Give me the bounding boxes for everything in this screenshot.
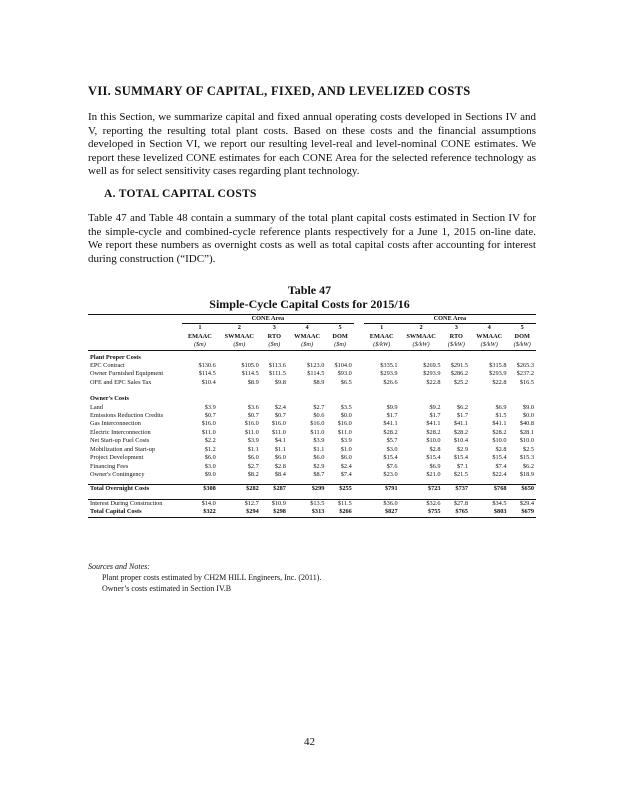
cost-millions-cell: $0.6	[313, 412, 325, 420]
table-row	[88, 404, 536, 412]
cost-millions-cell: $12.7	[218, 499, 261, 508]
cost-millions-cell: $3.9	[340, 437, 352, 445]
col-number: 3	[272, 324, 276, 332]
cost-per-kw-cell: $22.4	[492, 470, 507, 478]
cost-per-kw-cell: $791	[364, 485, 400, 494]
cost-per-kw-cell: $803	[470, 508, 508, 517]
unit-label: ($/kW)	[508, 341, 536, 350]
cost-per-kw-cell: $40.8	[519, 420, 534, 428]
cost-per-kw-cell: $41.1	[426, 420, 441, 428]
cost-millions-cell: $11.5	[326, 499, 353, 508]
cost-per-kw-cell: $10.0	[426, 437, 441, 445]
cost-per-kw-cell: $7.6	[386, 462, 398, 470]
cost-millions-cell: $11.0	[201, 428, 216, 436]
cost-millions-cell: $1.1	[247, 445, 259, 453]
cost-millions-cell: $2.8	[274, 462, 286, 470]
col-number: 1	[198, 324, 202, 332]
row-label: Emissions Reduction Credits	[90, 412, 164, 420]
section-row	[88, 350, 536, 362]
cost-millions-cell: $287	[261, 485, 288, 494]
subsection-title: A. TOTAL CAPITAL COSTS	[104, 188, 257, 200]
cost-per-kw-cell: $0.0	[522, 412, 534, 420]
cost-millions-cell: $2.7	[313, 403, 325, 411]
cost-millions-cell: $3.9	[247, 437, 259, 445]
cost-millions-cell: $3.9	[313, 437, 325, 445]
cost-per-kw-cell: $9.2	[429, 403, 441, 411]
cost-millions-cell: $7.4	[340, 470, 352, 478]
capital-costs-table	[88, 314, 536, 518]
col-number: 5	[520, 324, 524, 332]
cost-per-kw-cell: $21.0	[426, 470, 441, 478]
cost-millions-cell: $2.4	[274, 403, 286, 411]
cost-millions-cell: $0.7	[247, 412, 259, 420]
table-row	[88, 508, 536, 517]
cost-millions-cell: $16.0	[310, 420, 325, 428]
cost-per-kw-cell: $18.9	[519, 470, 534, 478]
unit-label: ($m)	[288, 341, 326, 350]
cost-millions-cell: $6.0	[274, 454, 286, 462]
row-label: Land	[90, 403, 103, 411]
cost-millions-cell: $298	[261, 508, 288, 517]
cost-millions-cell: $11.0	[310, 428, 325, 436]
table-number: Table 47	[287, 283, 332, 297]
gap-cell	[354, 404, 364, 412]
cost-per-kw-cell: $2.8	[429, 445, 441, 453]
col-name: DOM	[514, 332, 530, 340]
col-name: EMAAC	[369, 332, 394, 340]
cost-per-kw-cell: $1.7	[429, 412, 441, 420]
cost-millions-cell: $2.2	[204, 437, 216, 445]
cost-per-kw-cell: $3.0	[386, 445, 398, 453]
cost-millions-cell: $9.8	[274, 378, 286, 386]
cost-millions-cell: $93.0	[337, 370, 352, 378]
cost-per-kw-cell: $2.5	[522, 445, 534, 453]
cost-per-kw-cell: $1.7	[386, 412, 398, 420]
cost-per-kw-cell: $10.4	[453, 437, 469, 445]
cost-per-kw-cell: $765	[443, 508, 470, 517]
section-label: Plant Proper Costs	[90, 353, 141, 361]
cost-per-kw-cell: $28.2	[453, 428, 469, 436]
cost-per-kw-cell: $28.2	[383, 428, 398, 436]
gap-cell	[354, 412, 364, 420]
col-number: 4	[305, 324, 309, 332]
cost-per-kw-cell: $6.9	[429, 462, 441, 470]
gap-cell	[354, 429, 364, 437]
gap-cell	[354, 437, 364, 445]
cost-per-kw-cell: $265.3	[516, 362, 534, 370]
cost-per-kw-cell: $737	[443, 485, 470, 494]
cost-millions-cell: $2.7	[247, 462, 259, 470]
cost-millions-cell: $10.9	[261, 499, 288, 508]
cost-millions-cell: $16.0	[201, 420, 216, 428]
cost-per-kw-cell: $28.1	[519, 428, 534, 436]
cost-millions-cell: $3.9	[204, 403, 216, 411]
cost-millions-cell: $282	[218, 485, 261, 494]
cost-millions-cell: $255	[326, 485, 353, 494]
cost-per-kw-cell: $827	[364, 508, 400, 517]
cost-millions-cell: $1.0	[340, 445, 352, 453]
col-name: SWMAAC	[406, 332, 436, 340]
table-corner	[88, 315, 182, 324]
cost-per-kw-cell: $15.4	[426, 454, 441, 462]
cost-millions-cell: $2.9	[313, 462, 325, 470]
table-row	[88, 429, 536, 437]
row-label: OFE and EPC Sales Tax	[90, 378, 152, 386]
unit-label: ($/kW)	[470, 341, 508, 350]
table-row	[88, 454, 536, 462]
cost-per-kw-cell: $1.5	[495, 412, 507, 420]
unit-label: ($/kW)	[364, 341, 400, 350]
cost-millions-cell: $294	[218, 508, 261, 517]
row-label: Total Capital Costs	[88, 508, 182, 517]
page-number: 42	[304, 736, 315, 748]
col-number: 2	[419, 324, 423, 332]
cost-millions-cell: $0.7	[274, 412, 286, 420]
cost-per-kw-cell: $15.4	[383, 454, 398, 462]
table-row	[88, 471, 536, 479]
cost-millions-cell: $6.0	[247, 454, 259, 462]
cost-per-kw-cell: $6.2	[522, 462, 534, 470]
col-name: RTO	[267, 332, 281, 340]
cost-per-kw-cell: $1.7	[456, 412, 469, 420]
table-row	[88, 362, 536, 370]
cost-millions-cell: $6.5	[340, 378, 352, 386]
cost-millions-cell: $11.0	[337, 428, 352, 436]
gap-cell	[354, 463, 364, 471]
table-caption: Simple-Cycle Capital Costs for 2015/16	[209, 297, 410, 311]
cost-millions-cell: $11.0	[271, 428, 286, 436]
cost-millions-cell: $266	[326, 508, 353, 517]
cost-millions-cell: $6.0	[313, 454, 325, 462]
cost-millions-cell: $114.5	[307, 370, 325, 378]
cost-millions-cell: $8.4	[274, 470, 286, 478]
cost-per-kw-cell: $27.8	[443, 499, 470, 508]
cost-per-kw-cell: $2.8	[495, 445, 507, 453]
cost-per-kw-cell: $9.9	[386, 403, 398, 411]
cone-area-header-right: CONE Area	[364, 315, 536, 324]
gap-cell	[354, 471, 364, 479]
col-number: 2	[237, 324, 241, 332]
col-name: SWMAAC	[224, 332, 254, 340]
unit-label: ($m)	[182, 341, 218, 350]
cost-per-kw-cell: $650	[508, 485, 536, 494]
cost-millions-cell: $322	[182, 508, 218, 517]
cost-per-kw-cell: $16.5	[519, 378, 534, 386]
cost-per-kw-cell: $315.8	[489, 362, 507, 370]
cost-per-kw-cell: $7.4	[495, 462, 507, 470]
gap-cell	[354, 370, 364, 378]
cost-millions-cell: $11.0	[244, 428, 259, 436]
unit-label: ($m)	[261, 341, 288, 350]
col-name: EMAAC	[187, 332, 212, 340]
cost-millions-cell: $308	[182, 485, 218, 494]
cost-millions-cell: $4.1	[274, 437, 286, 445]
cost-per-kw-cell: $293.9	[423, 370, 441, 378]
cost-per-kw-cell: $9.0	[522, 403, 534, 411]
col-name: WMAAC	[294, 332, 321, 340]
row-label: Mobilization and Start-up	[90, 445, 156, 453]
row-label: Financing Fees	[90, 462, 129, 470]
gap-cell	[354, 420, 364, 428]
col-name: WMAAC	[476, 332, 503, 340]
cost-per-kw-cell: $21.5	[453, 470, 469, 478]
table-row	[88, 499, 536, 508]
cost-per-kw-cell: $679	[508, 508, 536, 517]
cost-millions-cell: $9.0	[204, 470, 216, 478]
row-label: EPC Contract	[90, 362, 125, 370]
col-number: 5	[338, 324, 342, 332]
cost-millions-cell: $16.0	[271, 420, 286, 428]
cost-millions-cell: $16.0	[244, 420, 259, 428]
cost-per-kw-cell: $2.9	[456, 445, 469, 453]
cost-per-kw-cell: $28.2	[426, 428, 441, 436]
cost-per-kw-cell: $41.1	[492, 420, 507, 428]
col-number: 3	[454, 324, 458, 332]
cost-millions-cell: $130.6	[198, 362, 216, 370]
table-row	[88, 420, 536, 428]
table-row	[88, 485, 536, 494]
gap-cell	[354, 379, 364, 387]
row-label: Net Start-up Fuel Costs	[90, 437, 150, 445]
gap-cell	[354, 362, 364, 370]
source-note: Plant proper costs estimated by CH2M HILL Engineers, Inc. (2011).	[102, 573, 322, 582]
unit-label: ($/kW)	[400, 341, 443, 350]
cost-per-kw-cell: $36.0	[364, 499, 400, 508]
section-intro-paragraph: In this Section, we summarize capital and fixed annual operating costs developed in Sections IV and V, reporting the resulting total plant costs. Based on these costs and the financial assumptions developed in Section VI, we report our resulting level-real and level-nominal CONE estimates. We report these levelized CONE estimates for each CONE Area for the selected reference technology as well as for select sensitivity cases regarding plant technology.	[88, 111, 536, 178]
unit-label: ($m)	[326, 341, 353, 350]
cost-per-kw-cell: $768	[470, 485, 508, 494]
cost-millions-cell: $104.0	[334, 362, 352, 370]
cost-millions-cell: $0.7	[204, 412, 216, 420]
unit-label: ($/kW)	[443, 341, 470, 350]
cost-per-kw-cell: $15.4	[453, 454, 469, 462]
row-label: Owner Furnished Equipment	[90, 370, 164, 378]
cost-millions-cell: $8.9	[313, 378, 325, 386]
cost-millions-cell: $3.5	[340, 403, 352, 411]
gap-cell	[354, 454, 364, 462]
table-row	[88, 370, 536, 378]
cost-per-kw-cell: $7.1	[456, 462, 469, 470]
cost-millions-cell: $14.0	[182, 499, 218, 508]
unit-label: ($m)	[218, 341, 261, 350]
cost-millions-cell: $1.1	[313, 445, 325, 453]
cost-millions-cell: $8.2	[247, 470, 259, 478]
cost-millions-cell: $10.4	[201, 378, 216, 386]
row-label: Interest During Construction	[88, 499, 182, 508]
cost-per-kw-cell: $755	[400, 508, 443, 517]
row-label: Gas Interconnection	[90, 420, 141, 428]
cost-millions-cell: $1.1	[274, 445, 286, 453]
cost-per-kw-cell: $6.9	[495, 403, 507, 411]
cost-per-kw-cell: $5.7	[386, 437, 398, 445]
cost-per-kw-cell: $26.6	[383, 378, 398, 386]
cost-per-kw-cell: $269.5	[423, 362, 441, 370]
cost-per-kw-cell: $10.0	[519, 437, 534, 445]
cost-millions-cell: $13.5	[288, 499, 326, 508]
cost-per-kw-cell: $29.4	[508, 499, 536, 508]
cost-per-kw-cell: $6.2	[456, 403, 469, 411]
cost-per-kw-cell: $237.2	[516, 370, 534, 378]
section-row	[88, 392, 536, 403]
cost-per-kw-cell: $286.2	[450, 370, 469, 378]
cost-per-kw-cell: $41.1	[453, 420, 469, 428]
cost-per-kw-cell: $22.8	[426, 378, 441, 386]
col-number: 1	[380, 324, 384, 332]
cost-millions-cell: $114.5	[241, 370, 259, 378]
cost-per-kw-cell: $23.0	[383, 470, 398, 478]
col-name: DOM	[332, 332, 348, 340]
gap-cell	[354, 485, 364, 494]
cost-millions-cell: $3.6	[247, 403, 259, 411]
cost-per-kw-cell: $41.1	[383, 420, 398, 428]
gap-cell	[354, 499, 364, 508]
gap-cell	[354, 446, 364, 454]
cost-per-kw-cell: $22.8	[492, 378, 507, 386]
col-number: 4	[487, 324, 491, 332]
section-label: Owner's Costs	[90, 395, 130, 403]
cost-per-kw-cell: $293.9	[489, 370, 507, 378]
cost-millions-cell: $8.7	[313, 470, 325, 478]
table-row	[88, 412, 536, 420]
row-label: Total Overnight Costs	[88, 485, 182, 494]
cost-millions-cell: $105.0	[241, 362, 259, 370]
cost-per-kw-cell: $25.2	[453, 378, 469, 386]
cost-per-kw-cell: $28.2	[492, 428, 507, 436]
source-note: Owner’s costs estimated in Section IV.B	[102, 584, 232, 593]
cost-per-kw-cell: $34.5	[470, 499, 508, 508]
cost-per-kw-cell: $32.6	[400, 499, 443, 508]
cost-per-kw-cell: $15.4	[492, 454, 507, 462]
cost-millions-cell: $111.5	[269, 370, 286, 378]
table-row	[88, 463, 536, 471]
cost-millions-cell: $113.6	[268, 362, 286, 370]
cost-per-kw-cell: $15.3	[519, 454, 534, 462]
col-name: RTO	[449, 332, 463, 340]
cost-per-kw-cell: $723	[400, 485, 443, 494]
cost-per-kw-cell: $293.9	[380, 370, 398, 378]
cost-millions-cell: $6.0	[340, 454, 352, 462]
cost-millions-cell: $16.0	[337, 420, 352, 428]
cost-millions-cell: $123.0	[307, 362, 325, 370]
cost-millions-cell: $1.2	[204, 445, 216, 453]
gap-cell	[354, 508, 364, 517]
cost-millions-cell: $114.5	[198, 370, 216, 378]
subsection-paragraph: Table 47 and Table 48 contain a summary of the total plant capital costs estimated in Section IV for the simple-cycle and combined-cycle reference plants respectively for a June 1, 2015 on-line date. We report these numbers as overnight costs as well as total capital costs after accounting for interest during construction (“IDC”).	[88, 212, 536, 265]
section-title: VII. SUMMARY OF CAPITAL, FIXED, AND LEVELIZED COSTS	[88, 84, 471, 98]
table-row	[88, 446, 536, 454]
sources-heading: Sources and Notes:	[88, 562, 150, 571]
cost-per-kw-cell: $10.0	[492, 437, 507, 445]
cone-area-header-left: CONE Area	[182, 315, 354, 324]
cost-millions-cell: $0.0	[340, 412, 352, 420]
cost-millions-cell: $313	[288, 508, 326, 517]
row-label: Electric Interconnection	[90, 428, 151, 436]
cost-millions-cell: $6.0	[204, 454, 216, 462]
cost-millions-cell: $8.9	[247, 378, 259, 386]
cost-millions-cell: $299	[288, 485, 326, 494]
cost-millions-cell: $3.0	[204, 462, 216, 470]
row-label: Project Development	[90, 454, 144, 462]
row-label: Owner's Contingency	[90, 470, 145, 478]
cost-millions-cell: $2.4	[340, 462, 352, 470]
table-row	[88, 379, 536, 387]
cost-per-kw-cell: $335.1	[380, 362, 398, 370]
cost-per-kw-cell: $291.5	[450, 362, 469, 370]
table-row	[88, 437, 536, 445]
